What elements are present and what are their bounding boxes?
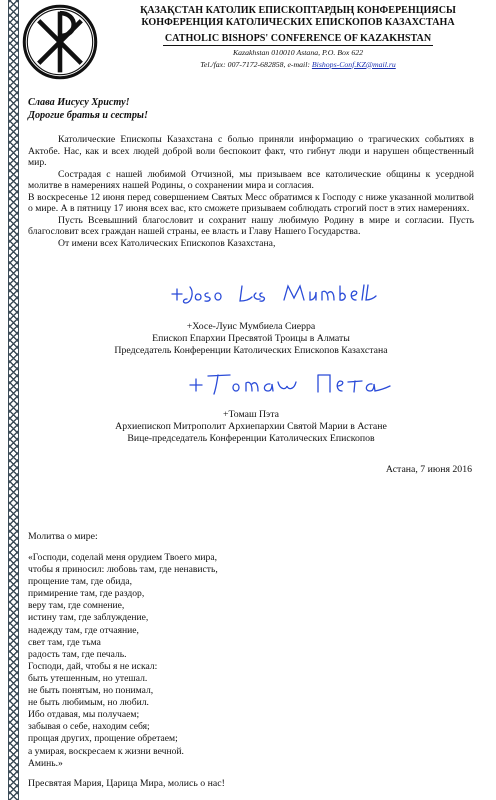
prayer-line: Господи, дай, чтобы я не искал: <box>28 660 158 672</box>
prayer-line: не быть любимым, но любил. <box>28 697 149 709</box>
paragraph: От имени всех Католических Епископов Казахстана, <box>58 237 276 249</box>
prayer-line: а умирая, воскресаем к жизни вечной. <box>28 745 184 757</box>
prayer-line: чтобы я приносил: любовь там, где ненависть, <box>28 564 218 576</box>
prayer-line: прощение там, где обида, <box>28 576 133 588</box>
prayer-line: прощая других, прощение обретаем; <box>28 733 178 745</box>
letterhead-contact <box>112 60 484 70</box>
prayer-line: забывая о себе, находим себя; <box>28 721 150 733</box>
signatory-role: Архиепископ Митрополит Архиепархии Святой Марии в Астане <box>115 421 387 432</box>
greeting-line-2: Дорогие братья и сестры! <box>28 110 148 121</box>
signatory-position: Вице-председатель Конференции Католических Епископов <box>127 433 375 444</box>
prayer-line: «Господи, соделай меня орудием Твоего мира, <box>28 552 218 563</box>
paragraph: Сострадая с нашей любимой Отчизной, мы призываем все католические общины к усердной молитве в намерениях нашей Родины, о сохранении мира и согласия. <box>28 168 474 192</box>
letterhead-title-english: CATHOLIC BISHOPS' CONFERENCE OF KAZAKHSTAN <box>164 33 432 44</box>
signature-mumbiela <box>150 278 450 312</box>
signature-peta <box>150 366 450 400</box>
letterhead-address: Kazakhstan 010010 Astana, P.O. Box 622 <box>232 48 364 57</box>
signatory-name: +Томаш Пэта <box>223 409 279 420</box>
prayer-line: веру там, где сомнение, <box>28 600 125 612</box>
prayer-text <box>28 552 218 770</box>
chi-rho-emblem-icon <box>22 4 98 80</box>
letter-body <box>28 134 474 249</box>
prayer-line: Ибо отдавая, мы получаем; <box>28 709 140 721</box>
greeting <box>28 96 148 122</box>
signatory-block <box>28 409 474 445</box>
contact-email-link[interactable]: Bishops-Conf.KZ@mail.ru <box>311 59 396 69</box>
letter-date: Астана, 7 июня 2016 <box>385 464 472 475</box>
greeting-line-1: Слава Иисусу Христу! <box>28 97 130 108</box>
signatory-role: Епископ Епархии Пресвятой Троицы в Алматы <box>152 333 350 344</box>
prayer-line: примирение там, где раздор, <box>28 588 145 600</box>
prayer-line: радость там, где печаль. <box>28 648 127 660</box>
decorative-border-strip <box>8 0 19 800</box>
signatory-name: +Хосе-Луис Мумбиела Сиерра <box>186 321 316 332</box>
prayer-title: Молитва о мире: <box>28 531 98 542</box>
paragraph: Католические Епископы Казахстана с болью приняли информацию о трагических событиях в Актобе. Нас, как и всех людей доброй воли беспокоит факт, что гибнут люди и нарушен общественный мир. <box>28 134 474 169</box>
signatory-position: Председатель Конференции Католических Епископов Казахстана <box>114 345 388 356</box>
prayer-line: не быть понятым, но понимал, <box>28 685 154 697</box>
prayer-line: свет там, где тьма <box>28 636 101 648</box>
contact-phone: Tel./fax: 007-7172-682858, e-mail: <box>200 59 312 69</box>
closing-invocation: Пресвятая Мария, Царица Мира, молись о нас! <box>28 778 225 789</box>
signatory-block <box>28 321 474 357</box>
prayer-line: быть утешенным, но утешал. <box>28 672 148 684</box>
prayer-line: надежду там, где отчаяние, <box>28 624 139 636</box>
paragraph: В воскресенье 12 июня перед совершением Святых Месс обратимся к Господу с ниже указанной молитвой о мире. А в пятницу 17 июня всех вас, кто сможете призываем соблюдать строгий пост в этих намерениях. <box>28 191 474 215</box>
prayer-line: истину там, где заблуждение, <box>28 612 149 624</box>
prayer-line: Аминь.» <box>28 757 63 769</box>
letterhead-title-russian: КОНФЕРЕНЦИЯ КАТОЛИЧЕСКИХ ЕПИСКОПОВ КАЗАХСТАНА <box>141 16 455 28</box>
letterhead-title-kazakh: ҚАЗАҚСТАН КАТОЛИК ЕПИСКОПТАРДЫҢ КОНФЕРЕНЦИЯСЫ <box>140 5 456 16</box>
paragraph: Пусть Всевышний благословит и сохранит нашу любимую Родину в мире и согласии. Пусть благословит всех граждан нашей страны, ее власть и Главу Нашего Государства. <box>28 214 474 238</box>
letterhead <box>112 5 484 69</box>
